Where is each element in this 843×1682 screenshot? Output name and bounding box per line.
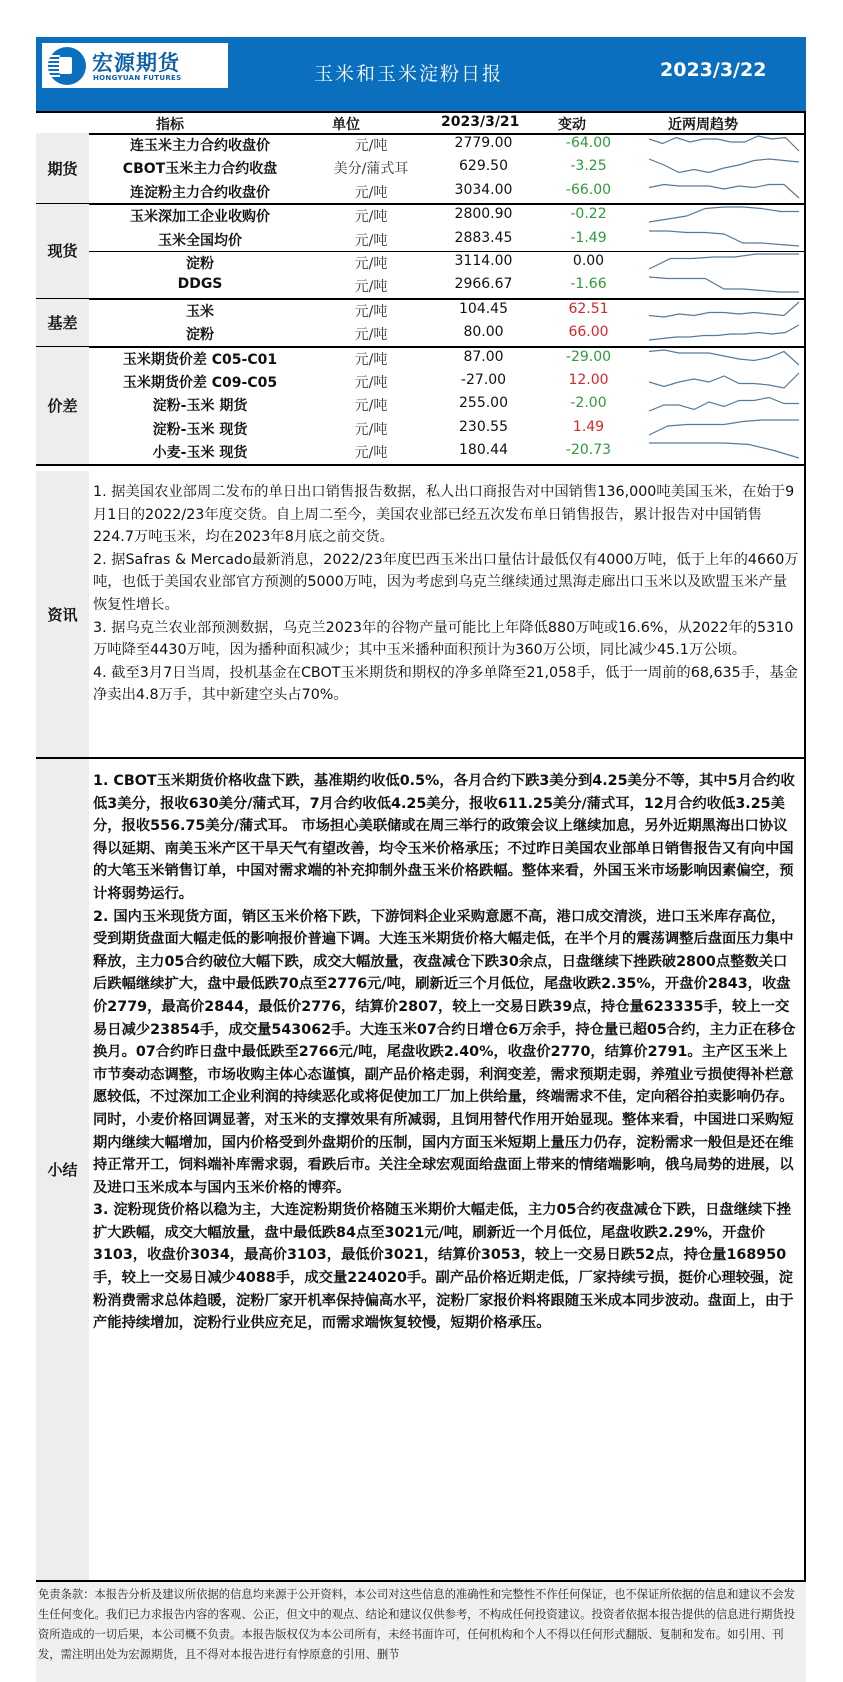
trend-sparkline xyxy=(645,322,803,342)
company-logo xyxy=(42,43,228,88)
value: 104.45 xyxy=(459,300,508,317)
daily-report xyxy=(36,37,806,1680)
summary-label: 小结 xyxy=(36,759,89,1580)
table-row xyxy=(89,133,804,156)
report-title: 玉米和玉米淀粉日报 xyxy=(314,63,504,85)
trend-sparkline xyxy=(645,180,803,200)
news-body xyxy=(89,481,799,707)
news-item: 1. 据美国农业部周二发布的单日出口销售报告数据，私人出口商报告对中国销售136,000吨美国玉米，在始于9月1日的2022/23年度交货。自上周二至今，美国农业部已经五次发布单日销售报告，累计报告对中国销售224.7万吨玉米，均在2023年8月底之前交货。 xyxy=(93,484,795,546)
col-trend: 近两周趋势 xyxy=(668,117,738,133)
change: 0.00 xyxy=(572,253,605,269)
table-row xyxy=(89,393,804,416)
table-row xyxy=(89,204,804,227)
unit: 元/吨 xyxy=(354,138,388,154)
change: -29.00 xyxy=(565,348,612,365)
col-indicator: 指标 xyxy=(156,117,184,133)
indicator-name: 淀粉-玉米 现货 xyxy=(152,421,248,438)
news-item: 2. 据Safras & Mercado最新消息，2022/23年度巴西玉米出口量估计最低仅有4000万吨，低于上年的4660万吨，也低于美国农业部官方预测的5000万吨，因为考虑到乌克兰继续通过黑海走廊出口玉米以及欧盟玉米产量恢复性增长。 xyxy=(93,551,799,613)
value: 3034.00 xyxy=(454,181,513,198)
table-row xyxy=(89,251,804,274)
table-header xyxy=(36,111,806,135)
trend-sparkline xyxy=(645,299,803,319)
unit: 元/吨 xyxy=(354,256,388,272)
table-row xyxy=(89,370,804,393)
change: -3.25 xyxy=(570,158,607,175)
unit: 元/吨 xyxy=(354,327,388,344)
unit: 元/吨 xyxy=(354,398,388,415)
table-row xyxy=(89,417,804,440)
report-header xyxy=(36,37,806,111)
summary-body xyxy=(89,770,799,1335)
unit: 元/吨 xyxy=(354,375,388,391)
right-border xyxy=(804,111,806,1582)
logo-mark-icon xyxy=(48,47,86,85)
category-label: 现货 xyxy=(36,204,89,298)
value: -27.00 xyxy=(460,372,507,388)
value: 2779.00 xyxy=(454,135,513,151)
unit: 美分/蒲式耳 xyxy=(333,161,409,178)
category-label: 基差 xyxy=(36,299,89,346)
trend-sparkline xyxy=(645,393,803,413)
summary-item: 3. 淀粉现货价格以稳为主，大连淀粉期货价格随玉米期价大幅走低，主力05合约夜盘减仓下跌，日盘继续下挫扩大跌幅，成交大幅放量，盘中最低跌84点至3021元/吨，刷新近一个月低位，尾盘收跌2.29%，开盘价3103，收盘价3034，最高价3103，最低价3021，结算价3053，较上一交易日跌52点，持仓量168950手，较上一交易日减少4088手，成交量224020手。副产品价格近期走低，厂家持续亏损，挺价心理较强，淀粉消费需求总体趋暖，淀粉厂家开机率保持偏高水平，淀粉厂家报价料将跟随玉米成本同步波动。盘面上，由于产能持续增加，淀粉行业供应充足，而需求端恢复较慢，短期价格承压。 xyxy=(93,1202,794,1332)
change: -2.00 xyxy=(570,395,607,412)
change: -64.00 xyxy=(565,135,612,151)
change: -0.22 xyxy=(570,206,607,223)
value: 80.00 xyxy=(463,324,504,341)
unit: 元/吨 xyxy=(354,303,388,320)
change: 12.00 xyxy=(568,372,609,388)
table-row xyxy=(89,440,804,463)
trend-sparkline xyxy=(645,440,803,460)
unit: 元/吨 xyxy=(354,421,388,438)
indicator-name: 玉米 xyxy=(186,303,214,320)
indicator-name: 小麦-玉米 现货 xyxy=(152,445,248,462)
unit: 元/吨 xyxy=(354,351,388,368)
table-row xyxy=(89,180,804,203)
indicator-name: 连淀粉主力合约收盘价 xyxy=(130,184,270,201)
value: 3114.00 xyxy=(454,253,513,269)
news-item: 3. 据乌克兰农业部预测数据，乌克兰2023年的谷物产量可能比上年降低880万吨或16.6%，从2022年的5310万吨降至4430万吨，因为播种面积减少；其中玉米播种面积预计为360万公顷，同比减少45.1万公顷。 xyxy=(93,619,794,659)
indicator-name: 淀粉 xyxy=(186,327,214,344)
value: 2800.90 xyxy=(454,206,513,223)
trend-sparkline xyxy=(645,133,803,153)
value: 2883.45 xyxy=(454,229,513,246)
unit: 元/吨 xyxy=(354,232,388,249)
change: 1.49 xyxy=(572,418,605,435)
table-row xyxy=(89,156,804,179)
indicator-name: 玉米全国均价 xyxy=(158,232,242,249)
logo-cn: 宏源期货 xyxy=(92,51,180,75)
divider xyxy=(36,464,806,466)
col-change: 变动 xyxy=(558,117,586,133)
table-row xyxy=(89,347,804,370)
indicator-name: 玉米期货价差 C05-C01 xyxy=(122,351,278,368)
trend-sparkline xyxy=(645,251,803,271)
col-unit: 单位 xyxy=(332,117,360,133)
unit: 元/吨 xyxy=(354,279,388,296)
table-row xyxy=(89,322,804,345)
report-date: 2023/3/22 xyxy=(660,59,767,81)
table-row xyxy=(89,228,804,251)
summary-item: 1. CBOT玉米期货价格收盘下跌，基准期约收低0.5%，各月合约下跌3美分到4.25美分不等，其中5月合约收低3美分，报收630美分/蒲式耳，7月合约收低4.25美分，报收611.25美分/蒲式耳，12月合约收低3.25美分，报收556.75美分/蒲式耳。 市场担心美联储或在周三举行的政策会议上继续加息，另外近期黑海出口协议得以延期、南美玉米产区干旱天气有望改善，均令玉米价格承压；不过昨日美国农业部单日销售报告又有向中国的大笔玉米销售订单，中国对需求端的补充抑制外盘玉米价格跌幅。整体来看，外国玉米市场影响因素偏空，预计将弱势运行。 xyxy=(93,773,795,902)
trend-sparkline xyxy=(645,204,803,224)
indicator-name: 玉米期货价差 C09-C05 xyxy=(122,375,278,391)
indicator-name: 连玉米主力合约收盘价 xyxy=(130,138,270,154)
unit: 元/吨 xyxy=(354,184,388,201)
trend-sparkline xyxy=(645,347,803,367)
disclaimer: 免责条款：本报告分析及建议所依据的信息均来源于公开资料，本公司对这些信息的准确性和完整性不作任何保证，也不保证所依据的信息和建议不会发生任何变化。我们已力求报告内容的客观、公正，但文中的观点、结论和建议仅供参考，不构成任何投资建议。投资者依据本报告提供的信息进行期货投资所造成的一切后果，本公司概不负责。本报告版权仅为本公司所有，未经书面许可，任何机构和个人不得以任何形式翻版、复制和发布。如引用、刊发，需注明出处为宏源期货，且不得对本报告进行有悖原意的引用、删节 xyxy=(36,1582,806,1682)
indicator-name: DDGS xyxy=(177,276,223,293)
col-date: 2023/3/21 xyxy=(441,114,520,130)
table-row xyxy=(89,274,804,297)
unit: 元/吨 xyxy=(354,445,388,462)
indicator-name: 淀粉 xyxy=(186,256,214,272)
news-item: 4. 截至3月7日当周，投机基金在CBOT玉米期货和期权的净多单降至21,058手，低于一周前的68,635手，基金净卖出4.8万手，其中新建空头占70%。 xyxy=(93,664,798,704)
change: 66.00 xyxy=(568,324,609,341)
trend-sparkline xyxy=(645,274,803,294)
unit: 元/吨 xyxy=(354,209,388,226)
summary-item: 2. 国内玉米现货方面，销区玉米价格下跌，下游饲料企业采购意愿不高，港口成交清淡，进口玉米库存高位，受到期货盘面大幅走低的影响报价普遍下调。大连玉米期货价格大幅走低，在半个月的震荡调整后盘面压力集中释放，主力05合约破位大幅下跌，成交大幅放量，夜盘减仓下跌30余点，日盘继续下挫跌破2800点整数关口后跌幅继续扩大，盘中最低跌70点至2776元/吨，刷新近三个月低位，尾盘收跌2.35%，开盘价2843，收盘价2779，最高价2844，最低价2776，结算价2807，较上一交易日跌39点，持仓量623335手，较上一交易日减少23854手，成交量543062手。大连玉米07合约日增仓6万余手，持仓量已超05合约，主力正在移仓换月。07合约昨日盘中最低跌至2766元/吨，尾盘收跌2.40%，收盘价2770，结算价2791。主产区玉米上市节奏动态调整，市场收购主体心态谨慎，副产品价格走弱，利润变差，需求预期走弱，养殖业亏损使得补栏意愿较低，不过深加工企业利润的持续恶化或将促使加工厂加上供给量，终端需求不佳，定向稻谷拍卖影响仍存。同时，小麦价格回调显著，对玉米的支撑效果有所减弱，且饲用替代作用开始显现。整体来看，中国进口采购短期内继续大幅增加，国内价格受到外盘期价的压制，国内方面玉米短期上量压力仍存，淀粉需求一般但是还在维持正常开工，饲料端补库需求弱，看跌后市。关注全球宏观面给盘面上带来的情绪端影响，俄乌局势的进展，以及进口玉米成本与国内玉米价格的博弈。 xyxy=(93,908,796,1196)
category-label: 价差 xyxy=(36,347,89,464)
change: 62.51 xyxy=(568,300,609,317)
trend-sparkline xyxy=(645,370,803,390)
divider xyxy=(36,757,806,759)
trend-sparkline xyxy=(645,417,803,437)
logo-en: HONGYUAN FUTURES xyxy=(93,74,182,82)
value: 87.00 xyxy=(463,348,504,365)
news-label: 资讯 xyxy=(36,471,89,757)
indicator-name: 玉米深加工企业收购价 xyxy=(130,209,270,226)
change: -1.49 xyxy=(570,229,607,246)
value: 255.00 xyxy=(459,395,508,412)
change: -20.73 xyxy=(565,442,612,459)
indicator-name: CBOT玉米主力合约收盘 xyxy=(122,161,278,178)
table-row xyxy=(89,299,804,322)
value: 629.50 xyxy=(459,158,508,175)
trend-sparkline xyxy=(645,228,803,248)
value: 180.44 xyxy=(459,442,508,459)
trend-sparkline xyxy=(645,156,803,176)
value: 230.55 xyxy=(459,418,508,435)
indicator-name: 淀粉-玉米 期货 xyxy=(152,398,248,415)
divider xyxy=(89,251,806,252)
change: -66.00 xyxy=(565,181,612,198)
change: -1.66 xyxy=(570,276,607,293)
value: 2966.67 xyxy=(454,276,513,293)
category-label: 期货 xyxy=(36,133,89,203)
